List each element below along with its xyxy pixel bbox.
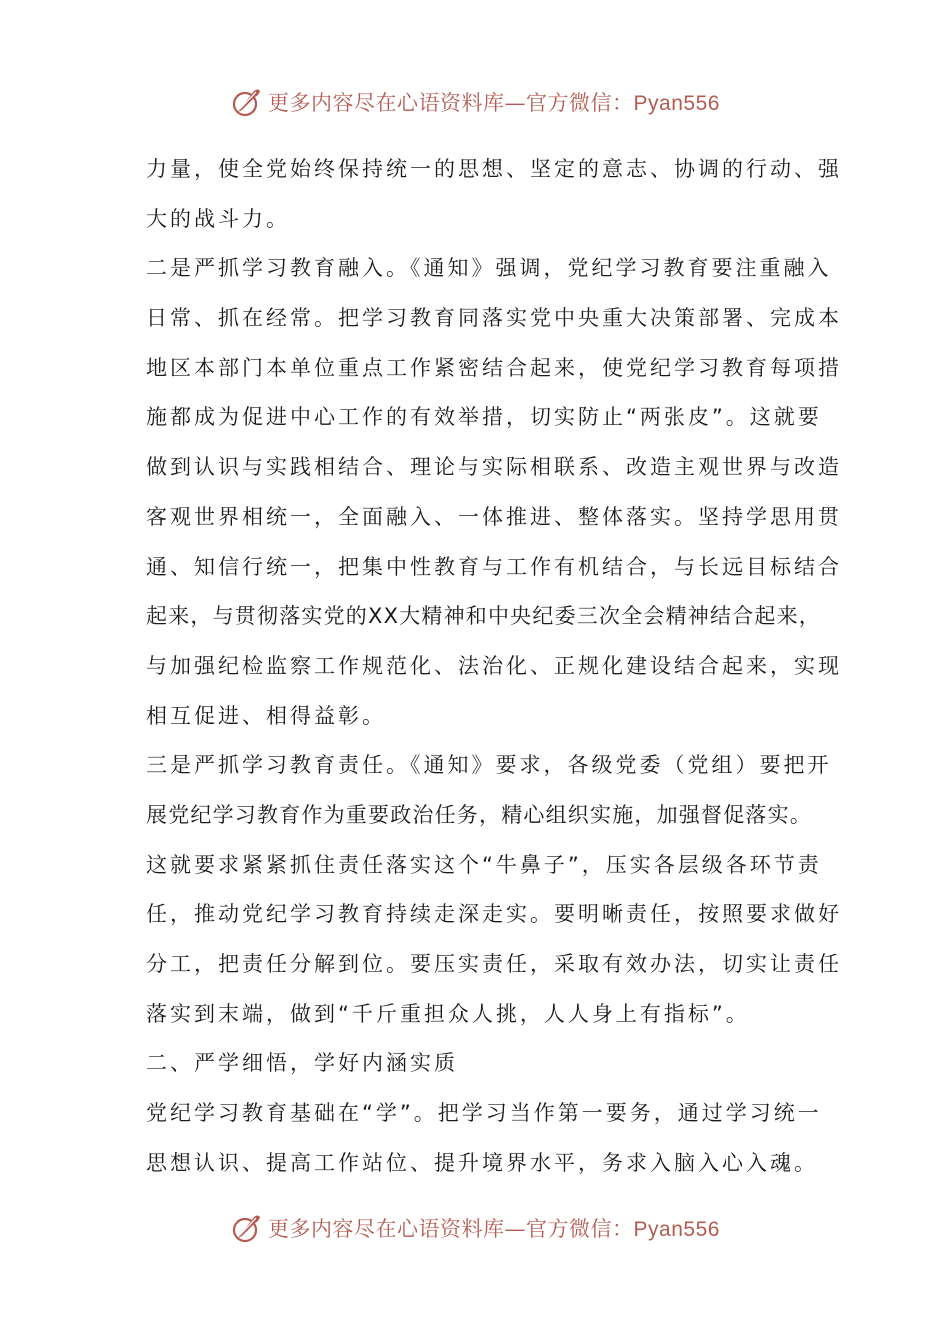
text-line: 客观世界相统一，全面融入、一体推进、整体落实。坚持学思用贯: [146, 504, 842, 529]
footer-watermark: [0, 1208, 950, 1248]
text-line: 分工，把责任分解到位。要压实责任，采取有效办法，切实让责任: [146, 952, 842, 976]
text-line: 做到认识与实践相结合、理论与实际相联系、改造主观世界与改造: [146, 455, 842, 480]
text-line: 党纪学习教育基础在“学”。把学习当作第一要务，通过学习统一: [146, 1101, 822, 1126]
watermark-text: 更多内容尽在心语资料库—官方微信：Pyan556: [268, 91, 720, 115]
text-line: 大的战斗力。: [146, 206, 290, 231]
quill-pen-circle-icon: [230, 85, 264, 119]
watermark-text: 更多内容尽在心语资料库—官方微信：Pyan556: [268, 1217, 720, 1241]
quill-pen-circle-icon: [230, 1211, 264, 1245]
section-heading: 二、严学细悟，学好内涵实质: [146, 1051, 458, 1076]
text-line: 起来，与贯彻落实党的XX大精神和中央纪委三次全会精神结合起来，: [146, 604, 821, 629]
text-line: 这就要求紧紧抓住责任落实这个“牛鼻子”，压实各层级各环节责: [146, 852, 822, 877]
document-body: [146, 145, 842, 1188]
text-line: 地区本部门本单位重点工作紧密结合起来，使党纪学习教育每项措: [146, 355, 842, 380]
text-line: 施都成为促进中心工作的有效举措，切实防止“两张皮”。这就要: [146, 405, 822, 430]
text-line: 思想认识、提高工作站位、提升境界水平，务求入脑入心入魂。: [146, 1150, 818, 1175]
text-line: 展党纪学习教育作为重要政治任务，精心组织实施，加强督促落实。: [146, 802, 812, 827]
text-line: 三是严抓学习教育责任。《通知》要求，各级党委（党组）要把开: [146, 753, 832, 778]
text-line: 力量，使全党始终保持统一的思想、坚定的意志、协调的行动、强: [146, 157, 842, 181]
text-line: 任，推动党纪学习教育持续走深走实。要明晰责任，按照要求做好: [146, 902, 842, 927]
text-line: 通、知信行统一，把集中性教育与工作有机结合，与长远目标结合: [146, 554, 842, 579]
text-line: 二是严抓学习教育融入。《通知》强调，党纪学习教育要注重融入: [146, 256, 832, 281]
text-line: 相互促进、相得益彰。: [146, 703, 386, 728]
text-line: 日常、抓在经常。把学习教育同落实党中央重大决策部署、完成本: [146, 306, 842, 331]
header-watermark: [0, 82, 950, 122]
text-line: 落实到末端，做到“千斤重担众人挑，人人身上有指标”。: [146, 1001, 750, 1026]
text-line: 与加强纪检监察工作规范化、法治化、正规化建设结合起来，实现: [146, 653, 842, 678]
